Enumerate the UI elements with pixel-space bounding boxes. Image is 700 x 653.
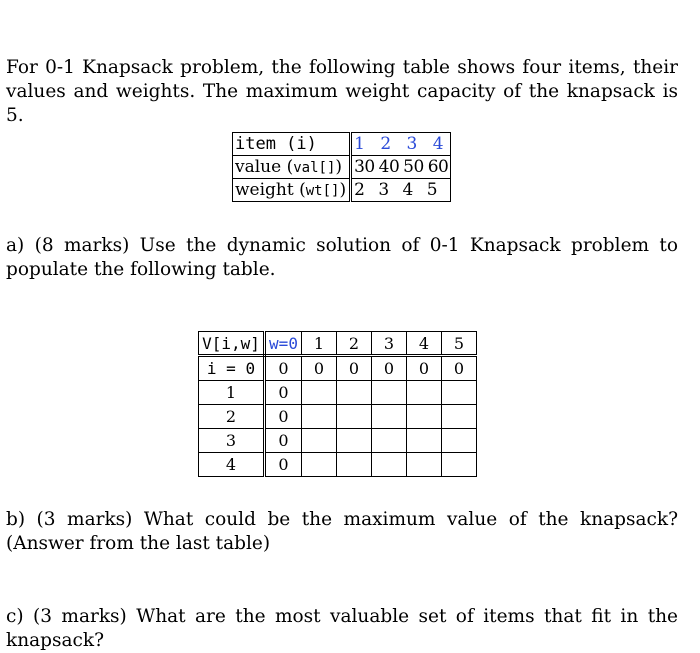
intro-paragraph: For 0-1 Knapsack problem, the following table shows four items, their values and weights. The maximum weight capacity of the knapsack is 5. [6,57,678,126]
dp-col-header: 3 [372,332,407,356]
weight-label [233,179,351,202]
dp-cell: 0 [265,381,302,405]
dp-empty-cell[interactable] [372,405,407,429]
item-label: item (i) [233,133,351,156]
dp-cell: 0 [265,429,302,453]
dp-cell: 0 [442,356,477,381]
dp-empty-cell[interactable] [442,381,477,405]
value-label-code: val[] [293,160,336,176]
dp-col-header: 1 [302,332,337,356]
items-row-item [233,133,451,156]
dp-empty-cell[interactable] [337,453,372,477]
question-a: a) (8 marks) Use the dynamic solution of 0-1 Knapsack problem to populate the following table. [6,235,678,280]
weight-label-code: wt[] [305,183,340,199]
weight-numbers: 2 3 4 5 [351,179,451,202]
dp-empty-cell[interactable] [337,381,372,405]
dp-row-3 [199,429,477,453]
dp-empty-cell[interactable] [302,429,337,453]
dp-cell: 0 [337,356,372,381]
dp-cell: 0 [407,356,442,381]
value-label [233,156,351,179]
items-table [232,132,451,202]
dp-row-label: i = 0 [199,356,265,381]
weight-label-text: weight ( [235,180,306,200]
dp-empty-cell[interactable] [442,405,477,429]
dp-row-4 [199,453,477,477]
dp-row-label: 3 [199,429,265,453]
dp-empty-cell[interactable] [302,381,337,405]
dp-table [198,331,477,477]
dp-empty-cell[interactable] [372,381,407,405]
dp-col-header: 2 [337,332,372,356]
dp-empty-cell[interactable] [302,405,337,429]
question-c: c) (3 marks) What are the most valuable set of items that fit in the knapsack? [6,606,678,651]
dp-header-row [199,332,477,356]
items-row-value [233,156,451,179]
dp-cell: 0 [265,405,302,429]
dp-col-header: 4 [407,332,442,356]
question-b: b) (3 marks) What could be the maximum value of the knapsack? (Answer from the last table) [6,509,678,554]
dp-empty-cell[interactable] [372,429,407,453]
dp-empty-cell[interactable] [372,453,407,477]
dp-row-2 [199,405,477,429]
dp-cell: 0 [302,356,337,381]
dp-empty-cell[interactable] [442,453,477,477]
weight-label-close: ) [339,180,347,200]
dp-w0-header: w=0 [265,332,302,356]
value-numbers: 30 40 50 60 [351,156,451,179]
dp-empty-cell[interactable] [302,453,337,477]
dp-empty-cell[interactable] [442,429,477,453]
item-numbers: 1 2 3 4 [351,133,451,156]
dp-empty-cell[interactable] [407,429,442,453]
dp-empty-cell[interactable] [407,453,442,477]
dp-col-header: 5 [442,332,477,356]
dp-cell: 0 [265,356,302,381]
dp-empty-cell[interactable] [337,429,372,453]
dp-empty-cell[interactable] [407,381,442,405]
dp-empty-cell[interactable] [337,405,372,429]
dp-row-label: 2 [199,405,265,429]
dp-row-1 [199,381,477,405]
dp-row-label: 4 [199,453,265,477]
items-row-weight [233,179,451,202]
dp-cell: 0 [265,453,302,477]
dp-row-0 [199,356,477,381]
dp-corner: V[i,w] [199,332,265,356]
dp-empty-cell[interactable] [407,405,442,429]
dp-cell: 0 [372,356,407,381]
dp-row-label: 1 [199,381,265,405]
value-label-close: ) [335,157,343,177]
value-label-text: value ( [235,157,294,177]
